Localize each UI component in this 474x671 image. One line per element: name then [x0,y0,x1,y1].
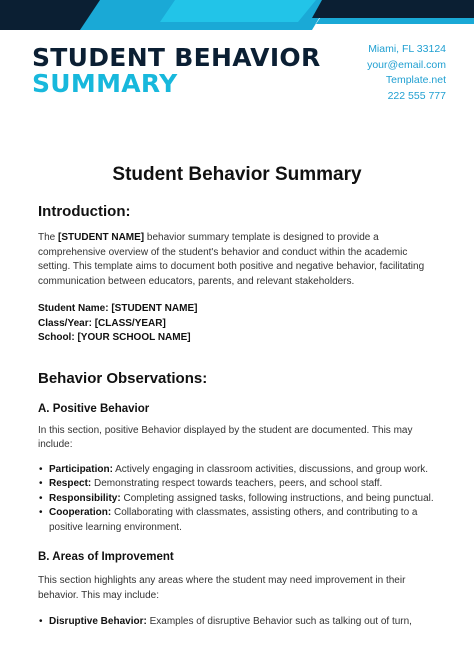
contact-email[interactable]: your@email.com [367,58,446,71]
contact-website[interactable]: Template.net [385,74,446,86]
list-item-term: Participation: [49,463,113,475]
banner-right-blue-stripe [316,18,474,24]
areas-of-improvement-heading: B. Areas of Improvement [38,551,174,563]
header-banner [0,0,474,30]
list-item [49,492,442,507]
introduction-paragraph [38,231,442,289]
student-name-field: Student Name: [STUDENT NAME] [38,303,198,314]
list-item-text: Completing assigned tasks, following instructions, and being punctual. [120,492,434,504]
observations-heading: Behavior Observations: [38,369,208,387]
intro-prefix: The [38,232,59,243]
positive-behavior-list [38,463,442,536]
list-item-text: Actively engaging in classroom activities, discussions, and group work. [112,463,429,475]
intro-rest: behavior summary template is designed to provide a comprehensive overview of the student's behavior and conduct within the academic setting. This template aims to document both positive and negative behavior, facilitating communication between educators, parents, and relevant stakeholders. [38,232,425,287]
contact-location: Miami, FL 33124 [368,43,446,55]
intro-student-placeholder: [STUDENT NAME] [58,232,145,243]
contact-block [367,42,446,104]
list-item [49,463,442,478]
student-details [38,302,442,346]
brand-title-line2: SUMMARY [32,69,178,98]
list-item-text: Demonstrating respect towards teachers, peers, and school staff. [91,478,383,489]
brand-title-line1: STUDENT BEHAVIOR [32,43,321,72]
positive-behavior-intro: In this section, positive Behavior displayed by the student are documented. This may include: [38,424,413,450]
list-item-text: Examples of disruptive Behavior such as talking out of turn, [146,616,412,627]
list-item-term: Responsibility: [49,492,121,504]
list-item-text: Collaborating with classmates, assisting others, and contributing to a positive learning environment. [49,507,418,533]
document-title: Student Behavior Summary [112,164,362,185]
class-year-field: Class/Year: [CLASS/YEAR] [38,317,166,329]
banner-cyan-shape [160,0,316,22]
school-field: School: [YOUR SCHOOL NAME] [38,332,191,343]
document-body [38,203,442,630]
areas-of-improvement-list [38,615,442,630]
brand-title [32,45,332,97]
positive-behavior-heading: A. Positive Behavior [38,402,150,415]
list-item-term: Cooperation: [49,507,112,518]
list-item [49,506,442,535]
banner-right-navy-shape [312,0,474,18]
areas-of-improvement-intro: This section highlights any areas where the student may need improvement in their behavior. This may include: [38,575,406,601]
introduction-heading: Introduction: [38,203,131,220]
list-item [49,615,442,630]
contact-phone: 222 555 777 [387,89,446,102]
list-item-term: Disruptive Behavior: [49,616,147,627]
list-item-term: Respect: [49,478,92,489]
list-item [49,477,442,492]
